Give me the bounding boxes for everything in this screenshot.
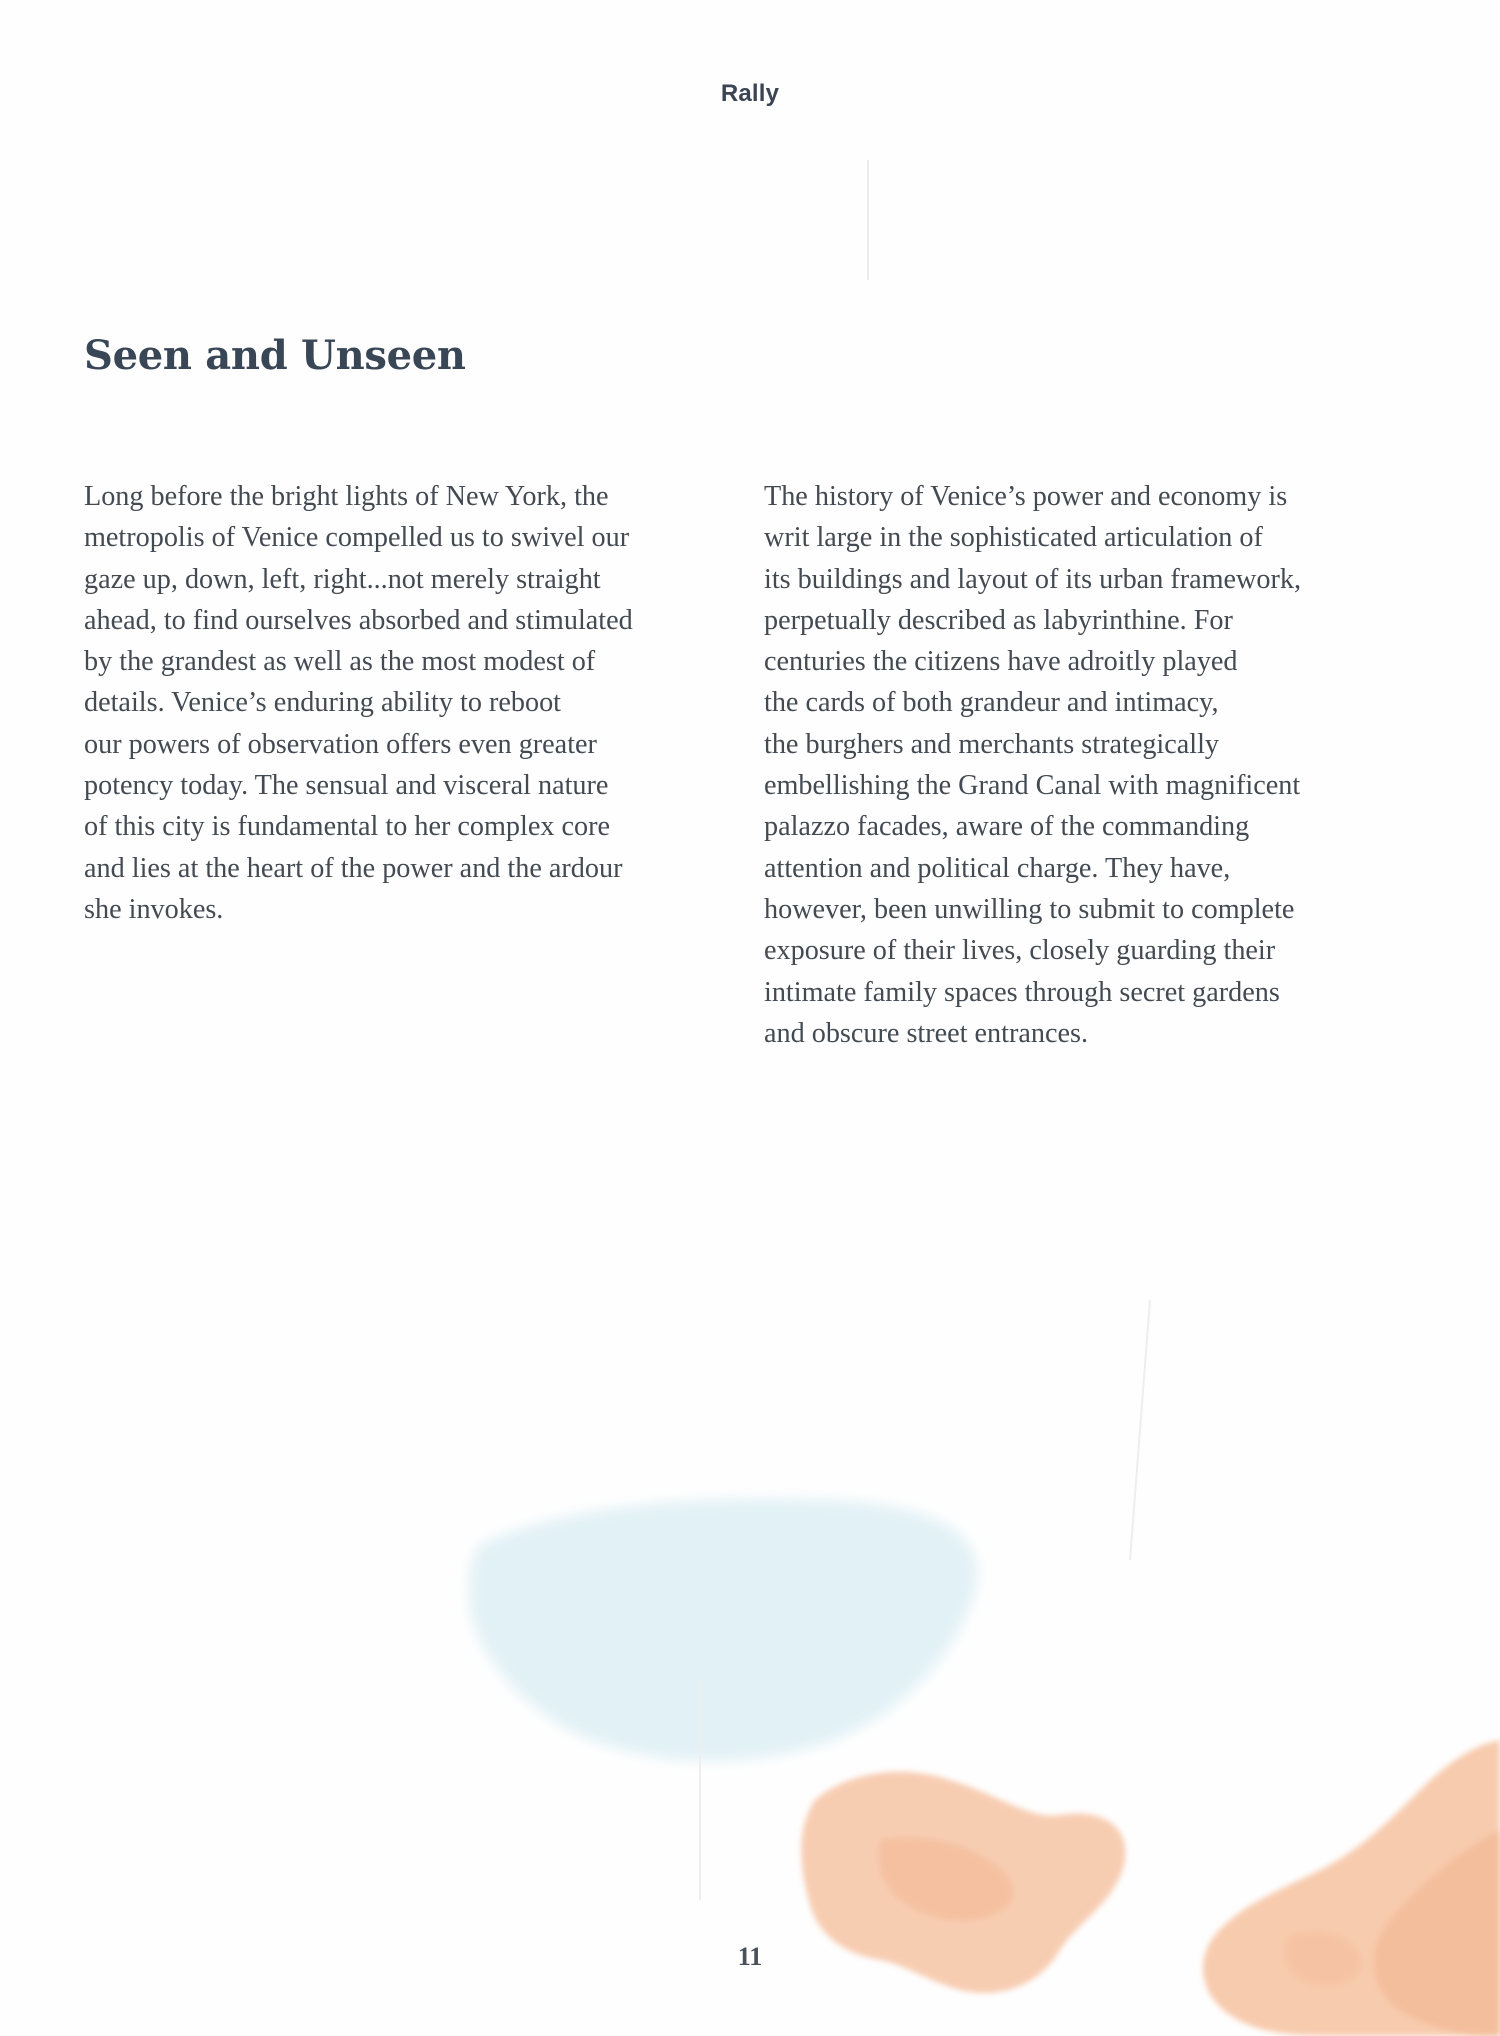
- text-line: perpetually described as labyrinthine. For: [764, 604, 1233, 636]
- text-line: Long before the bright lights of New York, the: [84, 481, 609, 512]
- text-line: metropolis of Venice compelled us to swivel our: [84, 522, 630, 554]
- text-line: the burghers and merchants strategically: [764, 728, 1220, 760]
- text-line: she invokes.: [84, 893, 224, 925]
- text-line: potency today. The sensual and visceral nature: [84, 770, 609, 802]
- text-line: exposure of their lives, closely guarding their: [764, 935, 1276, 967]
- text-line: ahead, to find ourselves absorbed and stimulated: [84, 604, 633, 636]
- text-line: and lies at the heart of the power and the ardour: [84, 852, 623, 884]
- text-line: attention and political charge. They have,: [764, 852, 1231, 884]
- text-line: by the grandest as well as the most modest of: [84, 646, 596, 678]
- text-line: intimate family spaces through secret gardens: [764, 976, 1280, 1008]
- text-line: details. Venice’s enduring ability to reboot: [84, 687, 561, 719]
- text-line: however, been unwilling to submit to complete: [764, 893, 1295, 925]
- text-line: our powers of observation offers even greater: [84, 728, 597, 760]
- text-line: of this city is fundamental to her complex core: [84, 811, 611, 843]
- page-number: 11: [737, 1942, 763, 1971]
- text-line: embellishing the Grand Canal with magnificent: [764, 770, 1301, 802]
- text-line: its buildings and layout of its urban framework,: [764, 563, 1302, 595]
- text-line: The history of Venice’s power and economy is: [764, 481, 1288, 512]
- blue-wash: [469, 1499, 977, 1761]
- text-line: centuries the citizens have adroitly played: [764, 646, 1238, 678]
- body-column-right: [764, 476, 1404, 1054]
- text-line: and obscure street entrances.: [764, 1017, 1089, 1049]
- text-line: palazzo facades, aware of the commanding: [764, 811, 1250, 843]
- text-line: writ large in the sophisticated articulation of: [764, 522, 1263, 554]
- body-column-left: [84, 476, 714, 930]
- text-line: gaze up, down, left, right...not merely straight: [84, 563, 601, 595]
- section-title: Seen and Unseen: [84, 332, 466, 379]
- running-head: Rally: [720, 80, 780, 107]
- text-line: the cards of both grandeur and intimacy,: [764, 687, 1219, 719]
